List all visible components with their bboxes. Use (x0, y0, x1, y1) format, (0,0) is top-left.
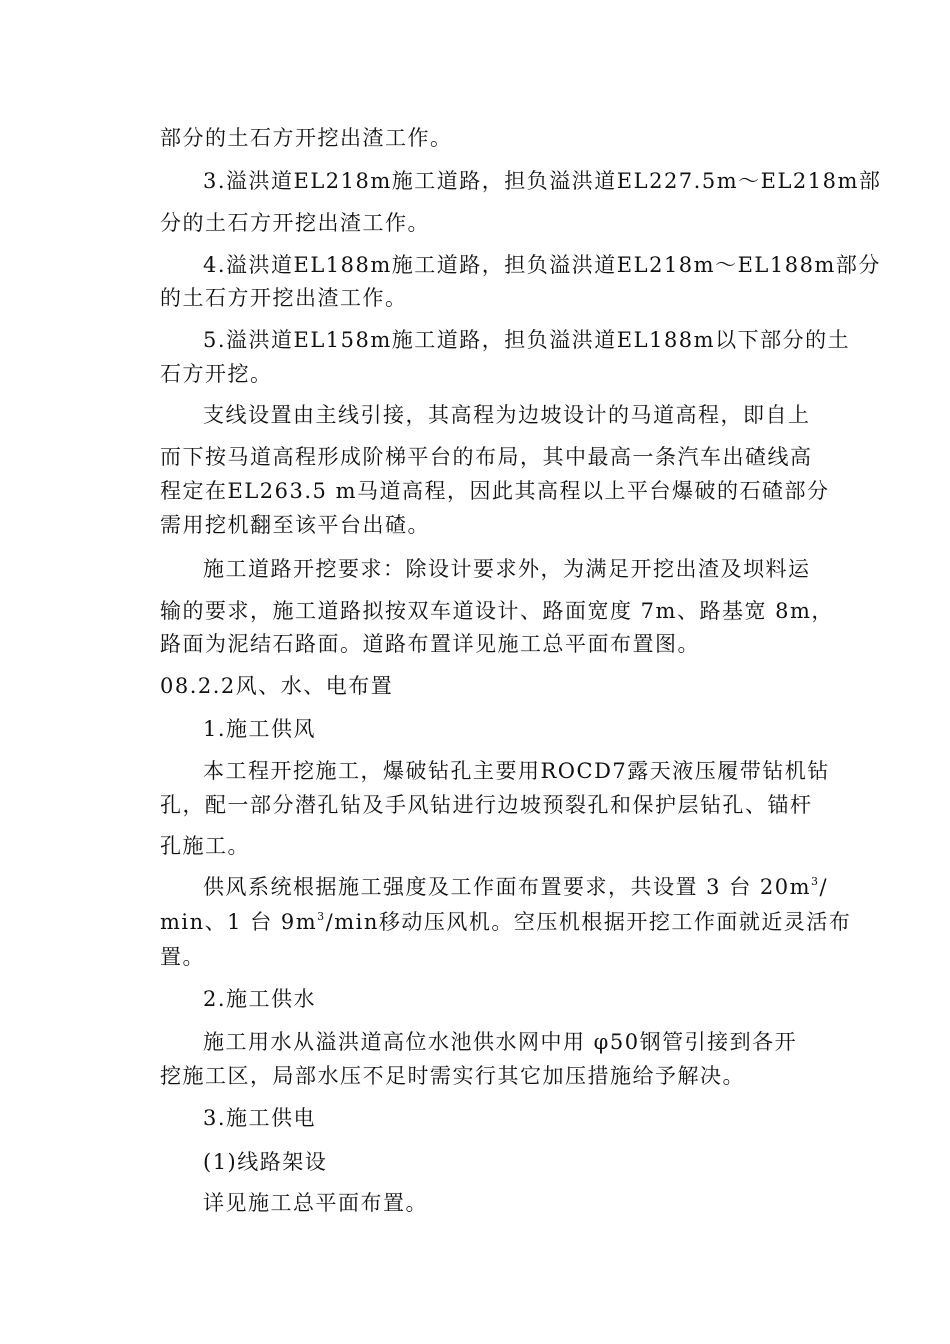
text-line: 详见施工总平面布置。 (203, 1191, 428, 1215)
text-line: 5.溢洪道EL158m施工道路，担负溢洪道EL188m以下部分的土 (203, 328, 851, 352)
superscript: 3 (811, 875, 820, 888)
text-line: 4.溢洪道EL188m施工道路，担负溢洪道EL218m～EL188m部分 (203, 253, 881, 277)
text-segment: /min移动压风机。空压机根据开挖工作面就近灵活布 (325, 910, 852, 934)
text-line (160, 908, 852, 936)
text-segment: 供风系统根据施工强度及工作面布置要求，共设置 3 台 20m (203, 875, 812, 899)
text-line: 输的要求，施工道路拟按双车道设计、路面宽度 7m、路基宽 8m， (160, 599, 834, 623)
subsection-heading: 2.施工供水 (203, 987, 317, 1011)
text-segment: min、1 台 9m (160, 910, 318, 934)
text-line: 需用挖机翻至该平台出碴。 (160, 513, 430, 537)
text-line: 3.溢洪道EL218m施工道路，担负溢洪道EL227.5m～EL218m部 (203, 169, 882, 193)
text-line: 支线设置由主线引接，其高程为边坡设计的马道高程，即自上 (203, 403, 811, 427)
text-line: 石方开挖。 (160, 362, 273, 386)
text-line: 本工程开挖施工，爆破钻孔主要用ROCD7露天液压履带钻机钻 (203, 759, 830, 783)
subsection-heading: 3.施工供电 (203, 1106, 317, 1130)
superscript: 3 (317, 910, 326, 923)
text-line: 施工道路开挖要求：除设计要求外，为满足开挖出渣及坝料运 (203, 557, 811, 581)
section-heading: 08.2.2风、水、电布置 (160, 674, 394, 698)
text-line: 挖施工区，局部水压不足时需实行其它加压措施给予解决。 (160, 1064, 745, 1088)
text-line: 置。 (160, 945, 205, 969)
text-line: 孔施工。 (160, 834, 250, 858)
list-item: (1)线路架设 (203, 1150, 328, 1174)
text-line: 孔，配一部分潜孔钻及手风钻进行边坡预裂孔和保护层钻孔、锚杆 (160, 793, 813, 817)
text-line: 程定在EL263.5 m马道高程，因此其高程以上平台爆破的石碴部分 (160, 479, 830, 503)
text-line (203, 873, 829, 901)
text-line: 的土石方开挖出渣工作。 (160, 286, 408, 310)
text-line: 路面为泥结石路面。道路布置详见施工总平面布置图。 (160, 632, 700, 656)
text-line: 而下按马道高程形成阶梯平台的布局，其中最高一条汽车出碴线高 (160, 445, 813, 469)
text-line: 施工用水从溢洪道高位水池供水网中用 φ50钢管引接到各开 (203, 1030, 798, 1054)
text-segment: / (819, 875, 829, 899)
subsection-heading: 1.施工供风 (203, 717, 317, 741)
text-line: 部分的土石方开挖出渣工作。 (160, 126, 453, 150)
text-line: 分的土石方开挖出渣工作。 (160, 211, 430, 235)
